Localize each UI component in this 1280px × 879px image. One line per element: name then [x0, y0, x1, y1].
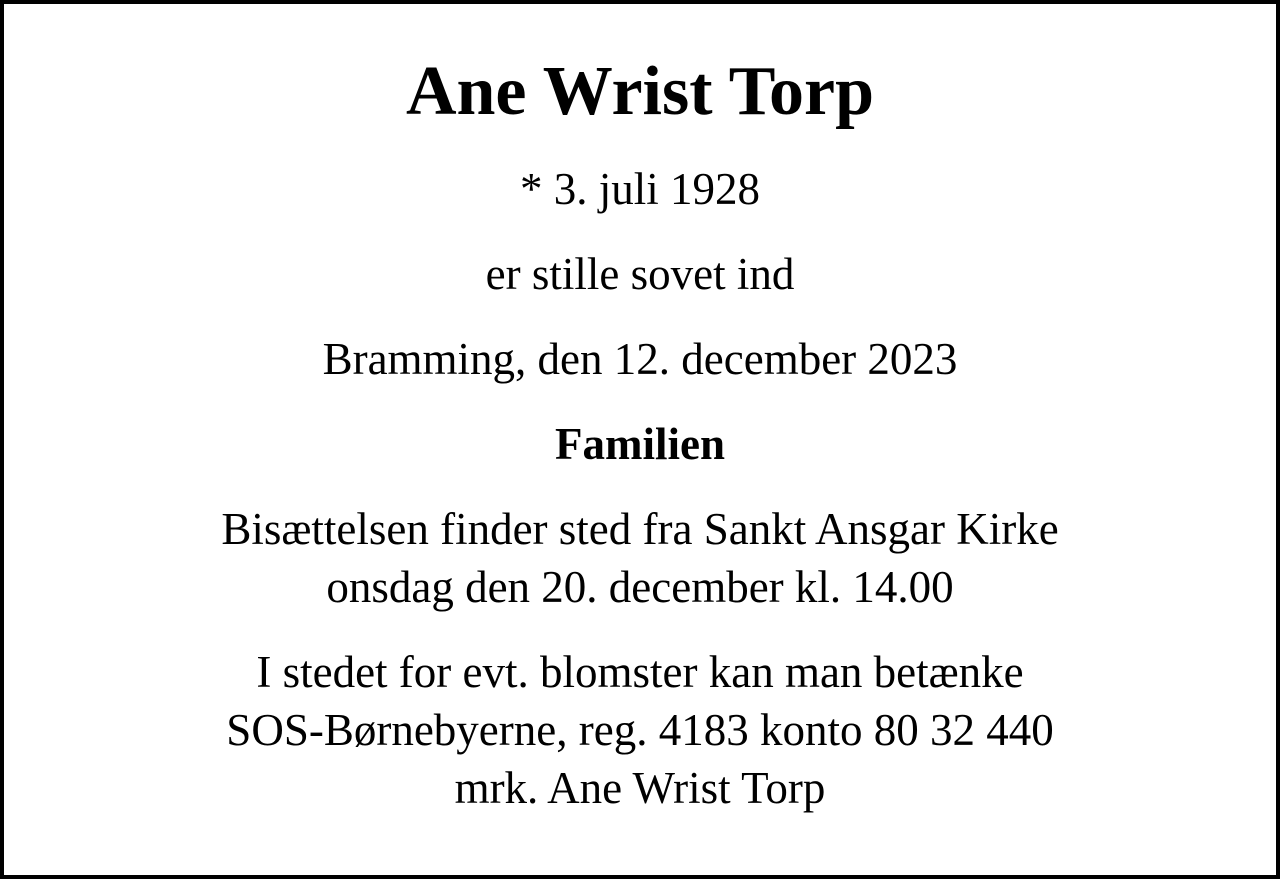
ceremony-line-1: Bisættelsen finder sted fra Sankt Ansgar Kirke	[221, 503, 1059, 554]
passing-line: er stille sovet ind	[485, 248, 795, 299]
signature-line: Familien	[555, 418, 725, 469]
donation-line-3: mrk. Ane Wrist Torp	[454, 762, 826, 813]
place-and-date-line: Bramming, den 12. december 2023	[322, 333, 958, 384]
ceremony-line-2: onsdag den 20. december kl. 14.00	[326, 561, 954, 612]
death-notice	[4, 4, 1276, 817]
birth-date-line: * 3. juli 1928	[519, 163, 760, 214]
donation-line-2: SOS-Børnebyerne, reg. 4183 konto 80 32 440	[226, 704, 1054, 755]
donation-paragraph	[4, 643, 1276, 817]
deceased-name: Ane Wrist Torp	[405, 53, 875, 130]
ceremony-paragraph	[4, 500, 1276, 616]
donation-line-1: I stedet for evt. blomster kan man betænke	[256, 646, 1024, 697]
